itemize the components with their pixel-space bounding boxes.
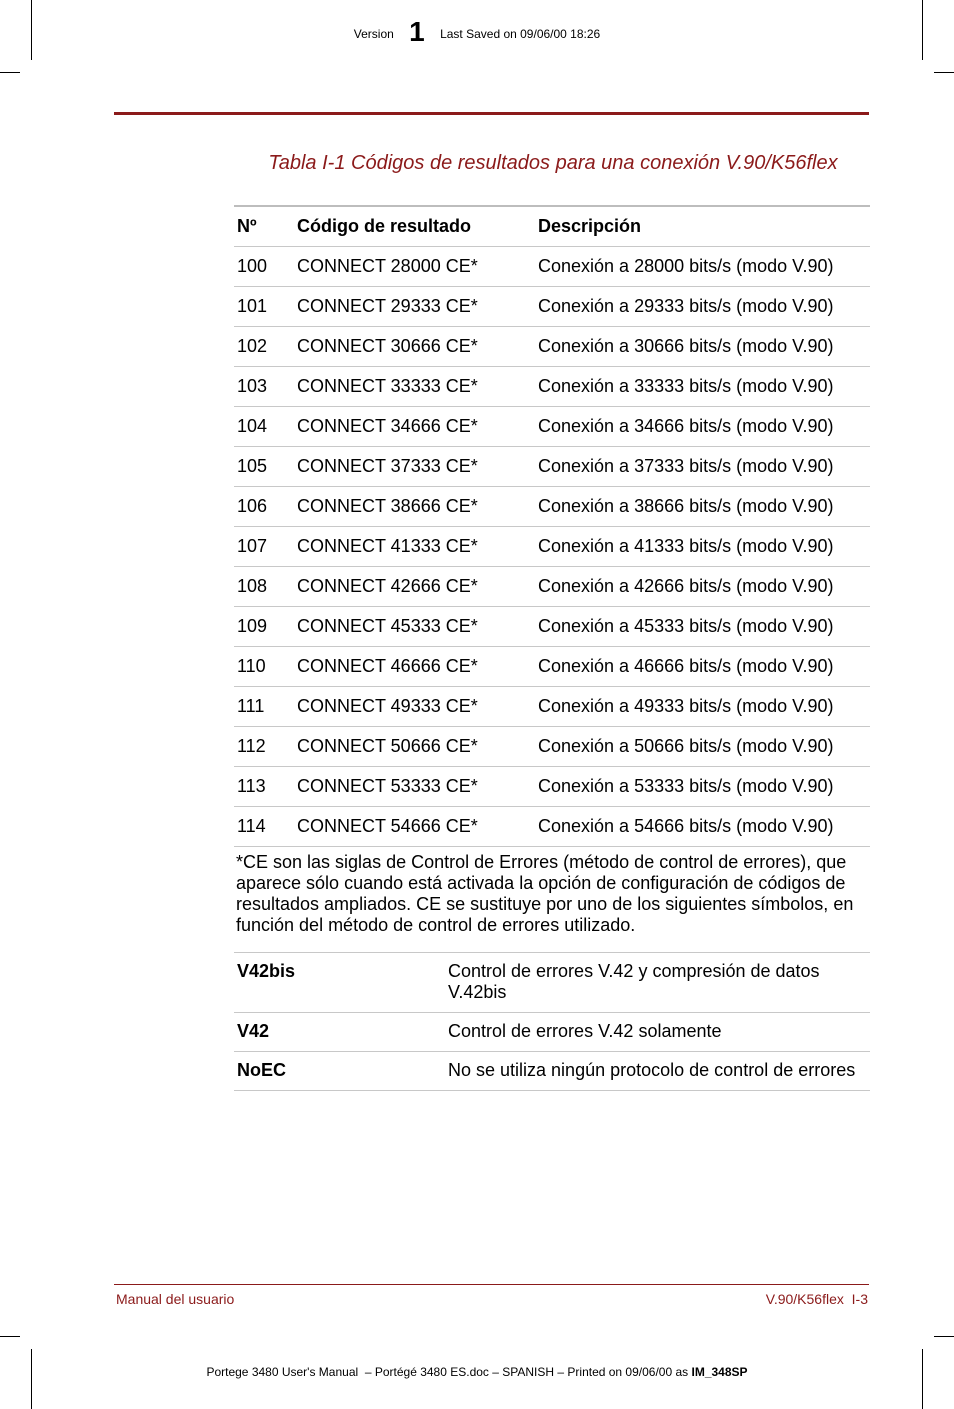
cell-number: 113 bbox=[234, 767, 294, 807]
cell-description: Conexión a 33333 bits/s (modo V.90) bbox=[535, 367, 870, 407]
crop-mark bbox=[0, 1336, 20, 1337]
crop-mark bbox=[31, 1349, 32, 1409]
cell-number: 114 bbox=[234, 807, 294, 847]
cell-result-code: CONNECT 54666 CE* bbox=[294, 807, 535, 847]
table-row bbox=[234, 287, 870, 327]
cell-result-code: CONNECT 41333 CE* bbox=[294, 527, 535, 567]
cell-result-code: CONNECT 28000 CE* bbox=[294, 247, 535, 287]
cell-number: 106 bbox=[234, 487, 294, 527]
cell-description: Conexión a 38666 bits/s (modo V.90) bbox=[535, 487, 870, 527]
error-control-key: NoEC bbox=[234, 1052, 445, 1091]
cell-result-code: CONNECT 37333 CE* bbox=[294, 447, 535, 487]
cell-result-code: CONNECT 46666 CE* bbox=[294, 647, 535, 687]
error-control-body bbox=[234, 953, 870, 1091]
crop-mark bbox=[934, 1336, 954, 1337]
table-row bbox=[234, 407, 870, 447]
table-row bbox=[234, 527, 870, 567]
print-info-code: IM_348SP bbox=[691, 1365, 748, 1379]
header-rule bbox=[114, 112, 869, 115]
footer-page-number: V.90/K56flex I-3 bbox=[765, 1291, 868, 1307]
cell-description: Conexión a 37333 bits/s (modo V.90) bbox=[535, 447, 870, 487]
error-control-description: Control de errores V.42 solamente bbox=[445, 1013, 870, 1052]
cell-result-code: CONNECT 33333 CE* bbox=[294, 367, 535, 407]
cell-description: Conexión a 45333 bits/s (modo V.90) bbox=[535, 607, 870, 647]
footer-manual-title: Manual del usuario bbox=[116, 1291, 235, 1307]
table-body bbox=[234, 247, 870, 847]
cell-number: 100 bbox=[234, 247, 294, 287]
cell-result-code: CONNECT 50666 CE* bbox=[294, 727, 535, 767]
cell-number: 107 bbox=[234, 527, 294, 567]
version-label: Version bbox=[353, 27, 394, 41]
table-row bbox=[234, 247, 870, 287]
table-row bbox=[234, 447, 870, 487]
table-header-row bbox=[234, 206, 870, 247]
column-header-description: Descripción bbox=[535, 206, 870, 247]
table-row bbox=[234, 767, 870, 807]
cell-description: Conexión a 54666 bits/s (modo V.90) bbox=[535, 807, 870, 847]
table-row bbox=[234, 807, 870, 847]
cell-number: 102 bbox=[234, 327, 294, 367]
error-control-table bbox=[234, 952, 870, 1091]
error-control-description: Control de errores V.42 y compresión de datos V.42bis bbox=[445, 953, 870, 1013]
version-header bbox=[0, 18, 954, 50]
cell-description: Conexión a 49333 bits/s (modo V.90) bbox=[535, 687, 870, 727]
table-row bbox=[234, 367, 870, 407]
footer-rule bbox=[114, 1284, 869, 1285]
table-row bbox=[234, 487, 870, 527]
error-control-key: V42 bbox=[234, 1013, 445, 1052]
cell-result-code: CONNECT 30666 CE* bbox=[294, 327, 535, 367]
cell-description: Conexión a 41333 bits/s (modo V.90) bbox=[535, 527, 870, 567]
column-header-code: Código de resultado bbox=[294, 206, 535, 247]
table-title: Tabla I-1 Códigos de resultados para una conexión V.90/K56flex bbox=[268, 152, 838, 174]
cell-result-code: CONNECT 45333 CE* bbox=[294, 607, 535, 647]
cell-description: Conexión a 30666 bits/s (modo V.90) bbox=[535, 327, 870, 367]
cell-number: 101 bbox=[234, 287, 294, 327]
cell-description: Conexión a 46666 bits/s (modo V.90) bbox=[535, 647, 870, 687]
cell-description: Conexión a 28000 bits/s (modo V.90) bbox=[535, 247, 870, 287]
cell-description: Conexión a 34666 bits/s (modo V.90) bbox=[535, 407, 870, 447]
cell-description: Conexión a 29333 bits/s (modo V.90) bbox=[535, 287, 870, 327]
crop-mark bbox=[934, 72, 954, 73]
cell-result-code: CONNECT 42666 CE* bbox=[294, 567, 535, 607]
footnote: *CE son las siglas de Control de Errores (método de control de errores), que aparece sólo cuando está activada la opción de configuración de códigos de resultados ampliados. CE se sustituye por uno de los siguientes símbolos, en función del método de control de errores utilizado. bbox=[236, 852, 854, 935]
table-row bbox=[234, 327, 870, 367]
cell-number: 109 bbox=[234, 607, 294, 647]
print-info-text: Portege 3480 User's Manual – Portégé 3480 ES.doc – SPANISH – Printed on 09/06/00 as bbox=[206, 1365, 692, 1379]
cell-number: 112 bbox=[234, 727, 294, 767]
last-saved: Last Saved on 09/06/00 18:26 bbox=[440, 27, 601, 41]
table-row bbox=[234, 567, 870, 607]
cell-result-code: CONNECT 38666 CE* bbox=[294, 487, 535, 527]
cell-number: 110 bbox=[234, 647, 294, 687]
cell-number: 103 bbox=[234, 367, 294, 407]
list-item bbox=[234, 1052, 870, 1091]
version-number: 1 bbox=[409, 16, 425, 47]
cell-description: Conexión a 50666 bits/s (modo V.90) bbox=[535, 727, 870, 767]
list-item bbox=[234, 1013, 870, 1052]
list-item bbox=[234, 953, 870, 1013]
table-row bbox=[234, 647, 870, 687]
cell-result-code: CONNECT 29333 CE* bbox=[294, 287, 535, 327]
column-header-number: Nº bbox=[234, 206, 294, 247]
cell-number: 104 bbox=[234, 407, 294, 447]
crop-mark bbox=[0, 72, 20, 73]
cell-result-code: CONNECT 53333 CE* bbox=[294, 767, 535, 807]
cell-description: Conexión a 53333 bits/s (modo V.90) bbox=[535, 767, 870, 807]
error-control-description: No se utiliza ningún protocolo de control de errores bbox=[445, 1052, 870, 1091]
cell-result-code: CONNECT 34666 CE* bbox=[294, 407, 535, 447]
print-info bbox=[0, 1365, 954, 1379]
cell-number: 111 bbox=[234, 687, 294, 727]
cell-result-code: CONNECT 49333 CE* bbox=[294, 687, 535, 727]
cell-number: 105 bbox=[234, 447, 294, 487]
result-codes-table bbox=[234, 205, 870, 847]
table-row bbox=[234, 727, 870, 767]
table-row bbox=[234, 687, 870, 727]
cell-number: 108 bbox=[234, 567, 294, 607]
crop-mark bbox=[922, 1349, 923, 1409]
error-control-key: V42bis bbox=[234, 953, 445, 1013]
table-row bbox=[234, 607, 870, 647]
cell-description: Conexión a 42666 bits/s (modo V.90) bbox=[535, 567, 870, 607]
